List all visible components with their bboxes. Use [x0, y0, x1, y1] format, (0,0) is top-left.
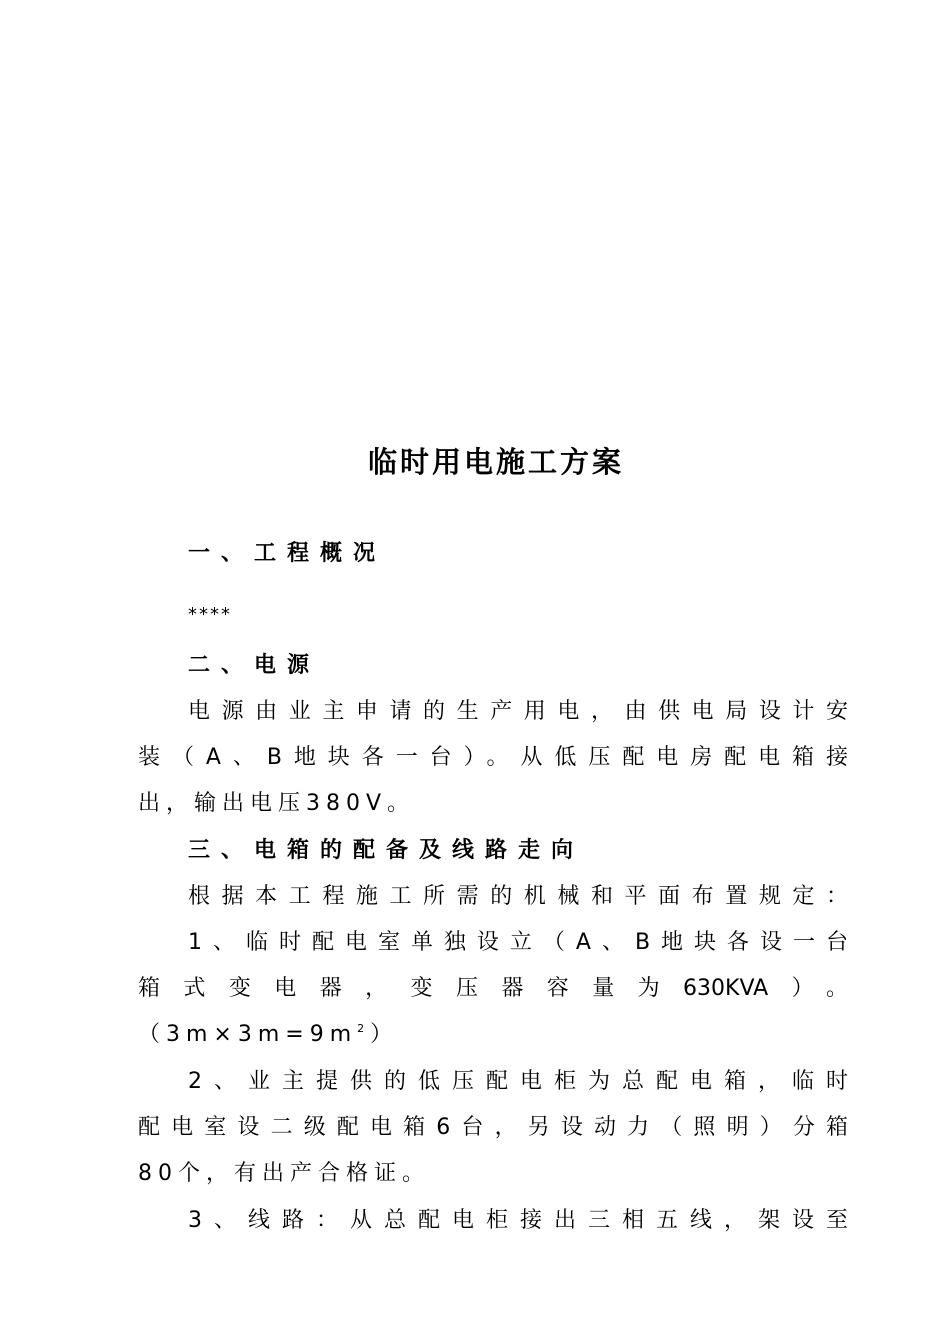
paragraph-line: 根据本工程施工所需的机械和平面布置规定：	[188, 884, 848, 909]
list-item-line: 1、临时配电室单独设立（A、B地块各设一台	[188, 930, 848, 955]
list-item-line: 80个，有出产合格证。	[138, 1161, 430, 1186]
section-heading-distribution-boxes: 三、电箱的配备及线路走向	[188, 838, 585, 863]
area-formula-suffix: ）	[370, 1022, 399, 1047]
document-title: 临时用电施工方案	[367, 445, 624, 479]
list-item-line: 3、线路：从总配电柜接出三相五线，架设至	[188, 1208, 848, 1233]
list-item-line: 箱式变电器，变压器容量为630KVA）。	[138, 976, 848, 1001]
section-heading-project-overview: 一、工程概况	[188, 541, 387, 566]
area-formula	[138, 1018, 848, 1052]
area-formula-prefix: （3m×3m=9m	[138, 1022, 358, 1047]
paragraph-line: 装（A、B地块各一台）。从低压配电房配电箱接	[138, 745, 848, 770]
list-item-line: 配电室设二级配电箱6台，另设动力（照明）分箱	[138, 1115, 848, 1140]
section-body-placeholder: ****	[188, 604, 232, 625]
paragraph-line: 出，输出电压380V。	[138, 791, 416, 816]
list-item-line: 2、业主提供的低压配电柜为总配电箱，临时	[188, 1069, 848, 1094]
area-formula-exponent: 2	[357, 1022, 371, 1035]
section-heading-power-source: 二、电源	[188, 653, 321, 678]
paragraph-line: 电源由业主申请的生产用电，由供电局设计安	[188, 699, 848, 724]
